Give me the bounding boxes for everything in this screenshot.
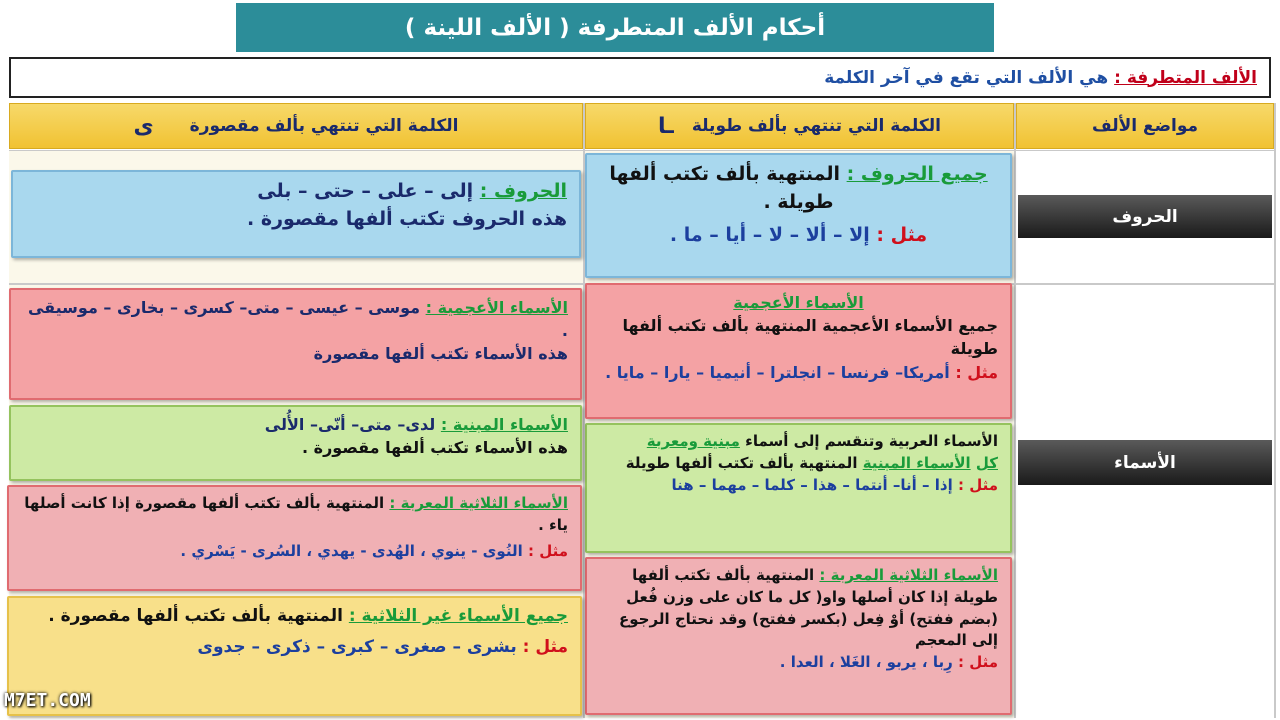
short-foreign-examples: موسى – عيسى – متى– كسرى – بخارى – موسيقى .	[27, 298, 568, 341]
long-foreign-label: الأسماء الأعجمية	[733, 293, 864, 312]
long-triliteral-example-label: مثل :	[957, 653, 998, 671]
long-foreign-example-label: مثل :	[955, 362, 998, 382]
definition-box	[9, 57, 1271, 98]
row-label-letters	[1018, 195, 1272, 238]
header-long-alif-label: الكلمة التي تنتهي بألف طويلة	[691, 116, 941, 136]
long-built-intro-colored: مبنية ومعربة	[646, 432, 740, 450]
header-positions-label: مواضع الألف	[1091, 116, 1199, 136]
short-foreign-label: الأسماء الأعجمية :	[425, 298, 568, 317]
page-title: أحكام الألف المتطرفة ( الألف اللينة )	[236, 3, 994, 52]
watermark: M7ET.COM	[4, 690, 91, 711]
long-triliteral-text: المنتهية بألف تكتب ألفها طويلة إذا كان أصلها واو( كل ما كان على وزن فُعل (بضم ففتح) أوْ فِعل (بكسر ففتح) وقد نحتاج الرجوع إلى المعجم	[619, 566, 998, 650]
definition-term: الألف المتطرفة :	[1114, 67, 1257, 88]
header-long-alif	[585, 103, 1014, 149]
long-letters-label: جميع الحروف :	[846, 163, 988, 185]
long-built-examples: إذا – أنا– أنتما – هذا – كلما – مهما – هنا	[671, 475, 953, 494]
long-alif-symbol: ـا	[658, 113, 674, 139]
long-built-example-label: مثل :	[957, 475, 998, 494]
short-triliteral-text: المنتهية بألف تكتب ألفها مقصورة إذا كانت أصلها ياء .	[24, 494, 568, 534]
long-built-text: المنتهية بألف تكتب ألفها طويلة	[625, 453, 858, 472]
short-letters-label: الحروف :	[479, 180, 567, 202]
short-non-triliteral-examples: بشرى – صغرى – كبرى – ذكرى – جدوى	[197, 636, 517, 657]
long-letters-examples: إلا – ألا – لا – أيا – ما .	[669, 224, 870, 247]
row-label-nouns-text: الأسماء	[1114, 452, 1176, 473]
short-built-label: الأسماء المبنية :	[440, 415, 568, 434]
long-built-label: الأسماء المبنية	[862, 453, 971, 472]
long-built-intro: الأسماء العربية وتنقسم إلى أسماء	[745, 432, 998, 450]
short-letters-examples: إلى – على – حتى – بلى	[257, 180, 474, 202]
short-non-triliteral-label: جميع الأسماء غير الثلاثية :	[348, 606, 568, 626]
long-letters-example-label: مثل :	[876, 224, 928, 247]
long-triliteral-examples: رِبا ، يربو ، الغَلا ، العدا .	[779, 653, 953, 671]
row-label-nouns	[1018, 440, 1272, 485]
row-label-letters-text: الحروف	[1112, 206, 1178, 227]
long-letters-text: المنتهية بألف تكتب ألفها طويلة .	[609, 163, 840, 213]
short-foreign-box	[9, 288, 582, 400]
column-divider	[1014, 103, 1016, 718]
short-non-triliteral-text: المنتهية بألف تكتب ألفها مقصورة .	[48, 606, 343, 626]
short-foreign-text: هذه الأسماء تكتب ألفها مقصورة	[313, 344, 568, 364]
short-letters-text: هذه الحروف تكتب ألفها مقصورة .	[247, 207, 567, 230]
long-built-box	[585, 423, 1012, 553]
short-triliteral-box	[7, 485, 582, 591]
long-foreign-examples: أمريكا– فرنسا – انجلترا – أنيميا – يارا – مايا .	[605, 362, 950, 382]
long-letters-box	[585, 153, 1012, 278]
short-built-text: هذه الأسماء تكتب ألفها مقصورة .	[302, 438, 568, 458]
short-built-examples: لدى– متى– أنّى– الأُلى	[264, 415, 436, 434]
long-foreign-text: جميع الأسماء الأعجمية المنتهية بألف تكتب ألفها طويلة	[622, 316, 998, 359]
row-divider	[9, 150, 1275, 151]
long-triliteral-label: الأسماء الثلاثية المعربة :	[819, 566, 998, 584]
header-short-alif-label: الكلمة التي تنتهي بألف مقصورة	[189, 116, 459, 136]
short-non-triliteral-example-label: مثل :	[522, 636, 568, 657]
short-non-triliteral-box	[7, 596, 582, 716]
long-built-prefix: كل	[975, 453, 998, 472]
column-divider	[1274, 103, 1276, 718]
short-letters-box	[11, 170, 581, 258]
long-triliteral-box	[585, 557, 1012, 715]
long-foreign-box	[585, 283, 1012, 419]
short-triliteral-example-label: مثل :	[527, 541, 568, 560]
short-triliteral-examples: النُوى - ينوي ، الهُدى - يهدي ، السُرى - يَسْري .	[180, 541, 523, 560]
header-short-alif	[9, 103, 583, 149]
header-positions	[1016, 103, 1274, 149]
short-triliteral-label: الأسماء الثلاثية المعربة :	[389, 494, 568, 512]
short-built-box	[9, 405, 582, 481]
short-alif-symbol: ى	[133, 113, 154, 139]
definition-text: هي الألف التي تقع في آخر الكلمة	[824, 67, 1109, 88]
